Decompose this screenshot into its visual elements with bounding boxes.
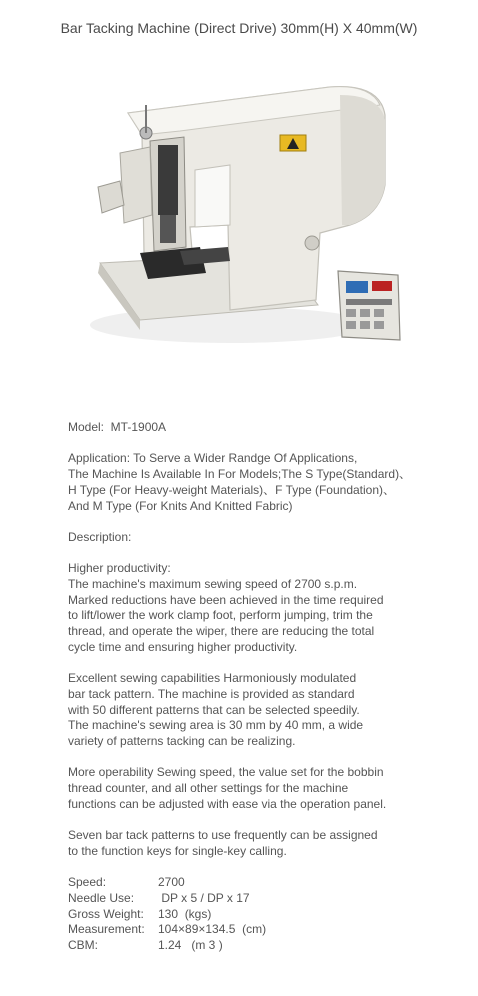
- capabilities-paragraph: Excellent sewing capabilities Harmoniously modulated bar tack pattern. The machine is provided as standard with 50 different patterns that can be selected speedily. The machine's sewing area is 30 mm by 40 mm, a wide variety of patterns tacking can be realizing.: [68, 671, 364, 748]
- spec-label: Speed:: [68, 875, 107, 890]
- spec-value: 104×89×134.5 (cm): [158, 922, 267, 937]
- sewing-machine-photo: [80, 75, 410, 365]
- spec-row-measurement: [68, 922, 468, 938]
- spec-table: [68, 875, 468, 954]
- spec-value: 1.24 (m 3 ): [158, 938, 223, 953]
- spec-row-needle: [68, 891, 468, 907]
- spec-label: Needle Use:: [68, 890, 135, 905]
- patterns-paragraph: Seven bar tack patterns to use frequently can be assigned to the function keys for single-key calling.: [68, 828, 378, 858]
- spec-value: 2700: [158, 875, 185, 890]
- operability-paragraph: More operability Sewing speed, the value set for the bobbin thread counter, and all other settings for the machine functions can be adjusted with ease via the operation panel.: [68, 765, 387, 811]
- product-description: [68, 420, 468, 954]
- spec-label: Gross Weight:: [68, 906, 144, 921]
- spec-value: 130 (kgs): [158, 906, 212, 921]
- spec-row-cbm: [68, 938, 468, 954]
- spec-label: CBM:: [68, 938, 98, 953]
- spec-label: Measurement:: [68, 922, 145, 937]
- page-title: Bar Tacking Machine (Direct Drive) 30mm(H) X 40mm(W): [60, 20, 418, 36]
- description-label: Description:: [68, 529, 132, 544]
- productivity-paragraph: Higher productivity: The machine's maximum sewing speed of 2700 s.p.m. Marked reductions have been achieved in the time required to lift/lower the work clamp foot, perform jumping, trim the thread, and operate the wiper, there are reducing the total cycle time and ensuring higher productivity.: [68, 561, 384, 654]
- spec-row-speed: [68, 875, 468, 891]
- spec-row-weight: [68, 907, 468, 923]
- model-line: Model: MT-1900A: [68, 420, 167, 434]
- spec-value: DP x 5 / DP x 17: [158, 890, 250, 905]
- application-paragraph: Application: To Serve a Wider Randge Of Applications, The Machine Is Available In For Models;The S Type(Standard)、 H Type (For Heavy-weight Materials)、F Type (Foundation)、 And M Type (For Knits And Knitted Fabric): [68, 451, 412, 513]
